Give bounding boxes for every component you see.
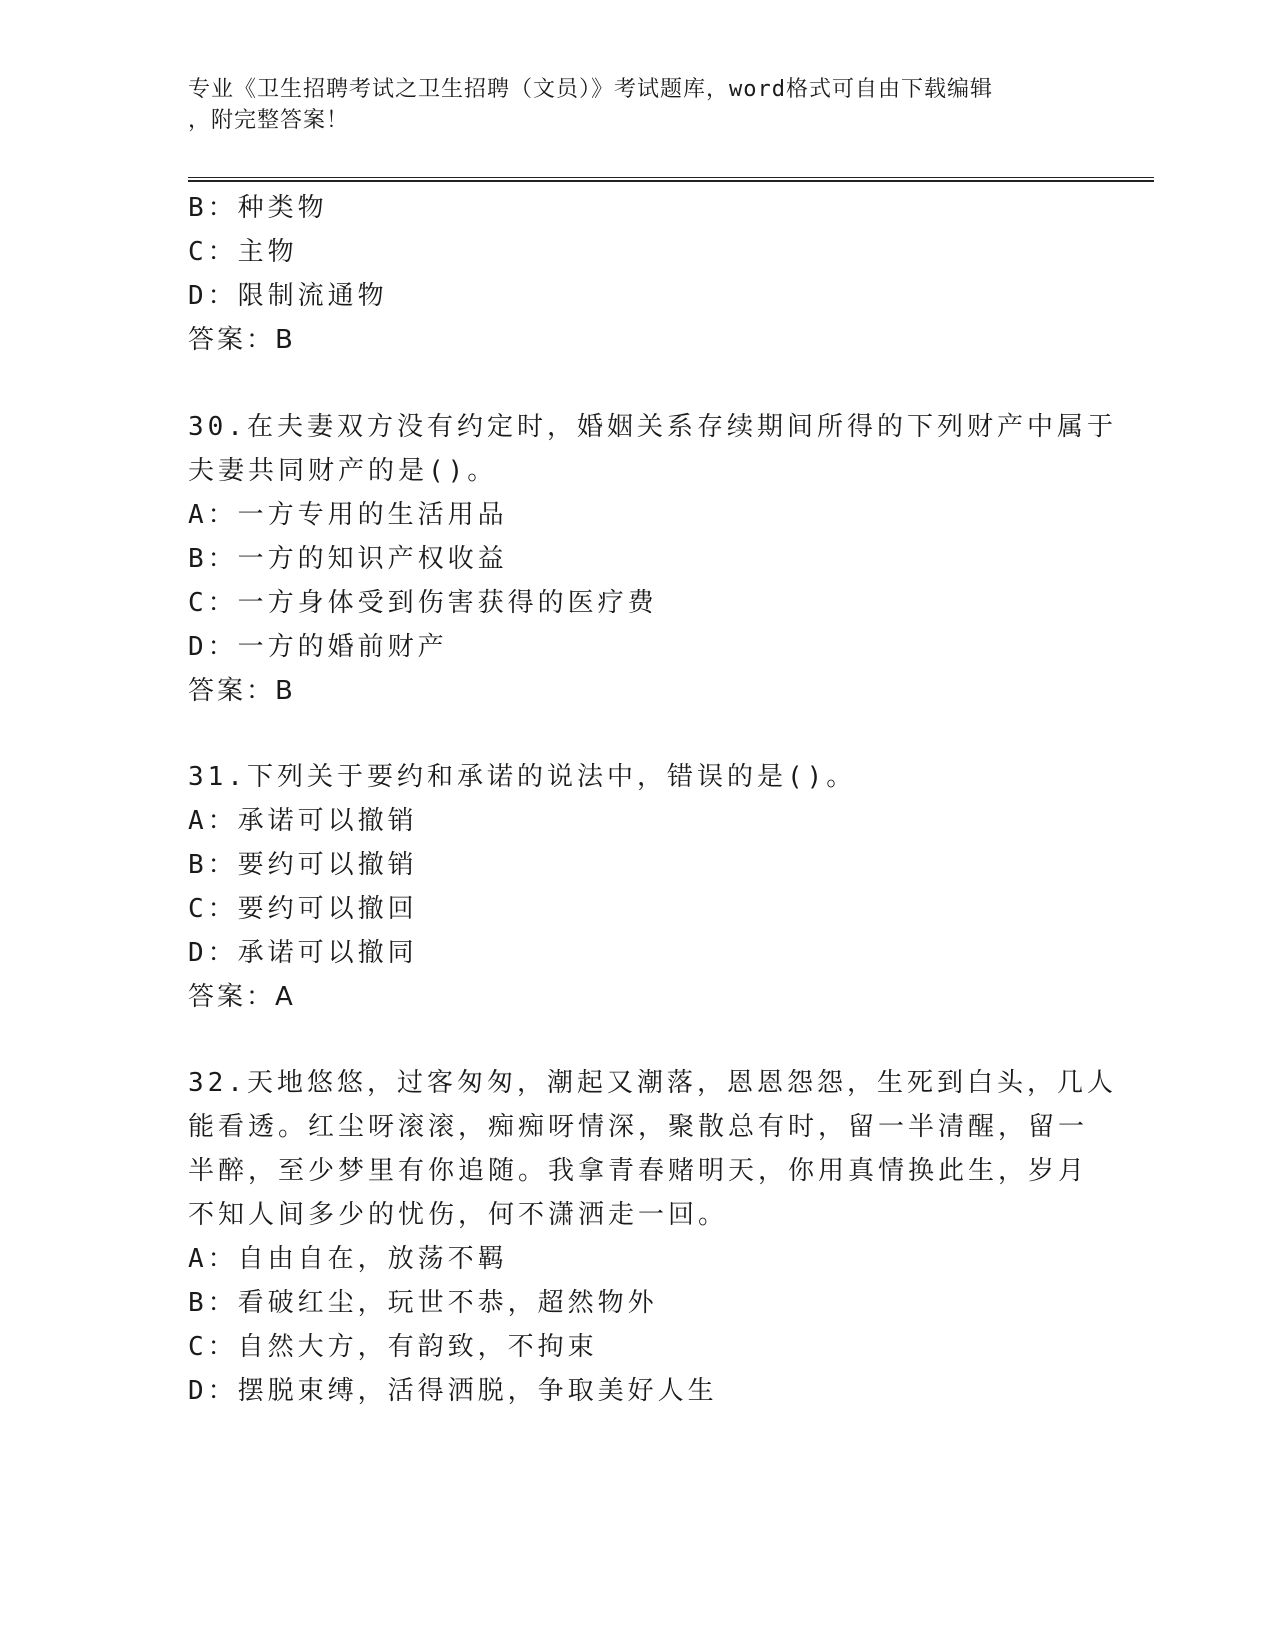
q30-option-a: A：一方专用的生活用品 (188, 500, 508, 530)
q31-option-c: C：要约可以撤回 (188, 894, 418, 924)
q32-option-b: B：看破红尘，玩世不恭，超然物外 (188, 1288, 658, 1318)
q29-option-d: D：限制流通物 (188, 281, 388, 311)
q30-answer: 答案：B (188, 676, 296, 706)
q32-option-d: D：摆脱束缚，活得洒脱，争取美好人生 (188, 1376, 718, 1406)
header-line-2: ，附完整答案！ (188, 108, 350, 133)
q31-option-a: A：承诺可以撤销 (188, 806, 418, 836)
q29-option-c: C：主物 (188, 237, 298, 267)
q32-stem-line-1: 32.天地悠悠，过客匆匆，潮起又潮落，恩恩怨怨，生死到白头，几人 (188, 1068, 1117, 1098)
q29-option-b: B：种类物 (188, 193, 328, 223)
q32-option-c: C：自然大方，有韵致，不拘束 (188, 1332, 598, 1362)
q31-option-d: D：承诺可以撤同 (188, 938, 418, 968)
q32-stem-line-2: 能看透。红尘呀滚滚，痴痴呀情深，聚散总有时，留一半清醒，留一 (188, 1112, 1089, 1142)
document-header (188, 74, 1068, 136)
q30-option-c: C：一方身体受到伤害获得的医疗费 (188, 588, 658, 618)
q31-answer: 答案：A (188, 982, 296, 1012)
q31-stem-line-1: 31.下列关于要约和承诺的说法中，错误的是()。 (188, 762, 857, 792)
q30-option-b: B：一方的知识产权收益 (188, 544, 508, 574)
q32-stem-line-4: 不知人间多少的忧伤，何不潇洒走一回。 (188, 1200, 729, 1230)
q30-option-d: D：一方的婚前财产 (188, 632, 448, 662)
q30-stem-line-1: 30.在夫妻双方没有约定时，婚姻关系存续期间所得的下列财产中属于 (188, 412, 1117, 442)
q32-option-a: A：自由自在，放荡不羁 (188, 1244, 508, 1274)
header-divider (188, 177, 1154, 182)
q30-stem-line-2: 夫妻共同财产的是()。 (188, 456, 498, 486)
q29-answer: 答案：B (188, 325, 296, 355)
q31-option-b: B：要约可以撤销 (188, 850, 418, 880)
q32-stem-line-3: 半醉，至少梦里有你追随。我拿青春赌明天，你用真情换此生，岁月 (188, 1156, 1089, 1186)
header-line-1: 专业《卫生招聘考试之卫生招聘（文员）》考试题库，word格式可自由下载编辑 (188, 77, 993, 102)
